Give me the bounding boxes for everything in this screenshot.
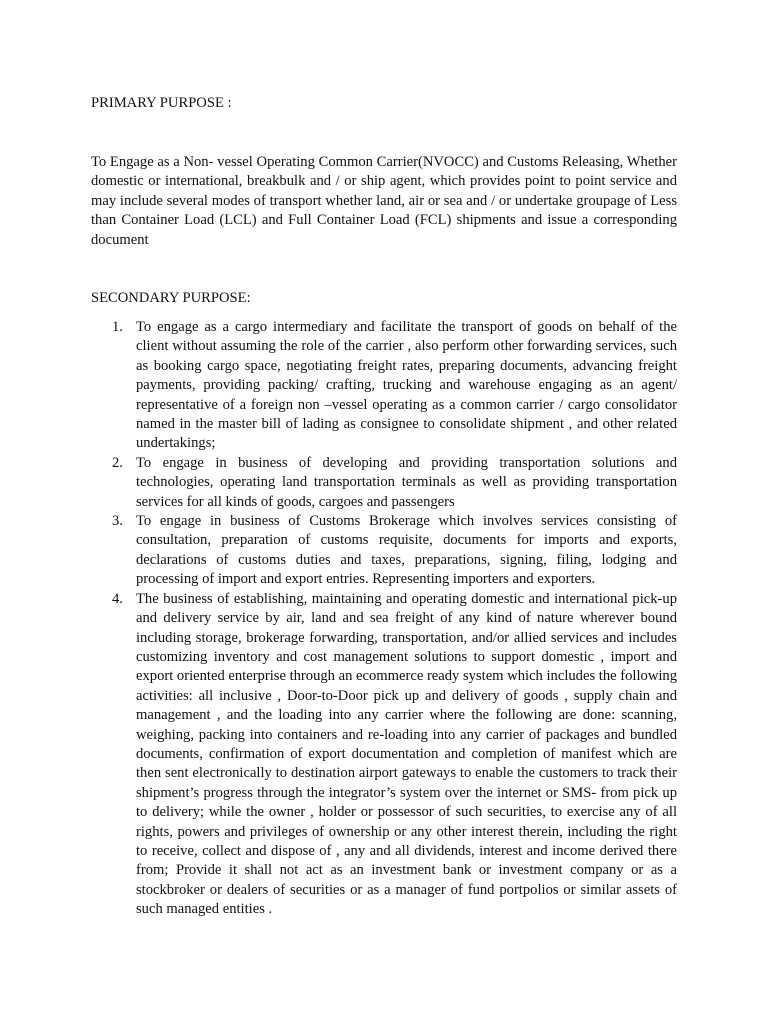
list-item-number: 4. bbox=[112, 590, 123, 607]
list-item-text: To engage in business of developing and providing transportation solutions and technologies, operating land transportation terminals as well as providing transportation services for all kinds of goods, cargoes and passengers bbox=[136, 454, 677, 510]
primary-purpose-heading: PRIMARY PURPOSE : bbox=[91, 95, 232, 111]
primary-purpose-text: To Engage as a Non- vessel Operating Common Carrier(NVOCC) and Customs Releasing, Whether domestic or international, breakbulk and / or ship agent, which provides point to point service and may include several modes of transport whether land, air or sea and / or undertake groupage of Less than Container Load (LCL) and Full Container Load (FCL) shipments and issue a corresponding document bbox=[91, 154, 677, 248]
secondary-purpose-heading: SECONDARY PURPOSE: bbox=[91, 290, 251, 306]
list-item bbox=[91, 512, 677, 590]
list-item bbox=[91, 318, 677, 454]
list-item-text: The business of establishing, maintaining and operating domestic and international pick-up and delivery service by air, land and sea freight of any kind of nature wherever bound including storage, brokerage forwarding, transportation, and/or allied services and includes customizing inventory and cost management solutions to support domestic , import and export oriented enterprise through an ecommerce ready system which includes the following activities: all inclusive , Door-to-Door pick up and delivery of goods , supply chain and management , and the loading into any carrier where the following are done: scanning, weighing, packing into containers and re-loading into any carrier of packages and bundled documents, confirmation of export documentation and completion of manifest which are then sent electronically to destination airport gateways to enable the customers to track their shipment’s progress through the integrator’s system over the internet or SMS- from pick up to delivery; while the owner , holder or possessor of such securities, to exercise any of all rights, powers and privileges of ownership or any other interest therein, including the right to receive, collect and dispose of , any and all dividends, interest and income derived there from; Provide it shall not act as an investment bank or investment company or as a stockbroker or dealers of securities or as a manager of fund portpolios or similar assets of such managed entities . bbox=[136, 590, 678, 918]
list-item bbox=[91, 454, 677, 512]
list-item-text: To engage as a cargo intermediary and facilitate the transport of goods on behalf of the client without assuming the role of the carrier , also perform other forwarding services, such as booking cargo space, negotiating freight rates, preparing documents, advancing freight payments, providing packing/ crafting, trucking and warehouse engaging as an agent/ representative of a foreign non –vessel operating as a common carrier / cargo consolidator named in the master bill of lading as consignee to consolidate shipment , and other related undertakings; bbox=[136, 319, 677, 452]
list-item-number: 3. bbox=[112, 513, 123, 530]
secondary-purpose-list bbox=[91, 318, 677, 920]
list-item-text: To engage in business of Customs Brokerage which involves services consisting of consultation, preparation of customs requisite, documents for imports and exports, declarations of customs duties and taxes, preparations, signing, filing, lodging and processing of import and export entries. Representing importers and exporters. bbox=[136, 513, 677, 588]
list-item-number: 1. bbox=[112, 319, 123, 335]
list-item-number: 2. bbox=[112, 454, 123, 471]
list-item bbox=[91, 590, 677, 920]
